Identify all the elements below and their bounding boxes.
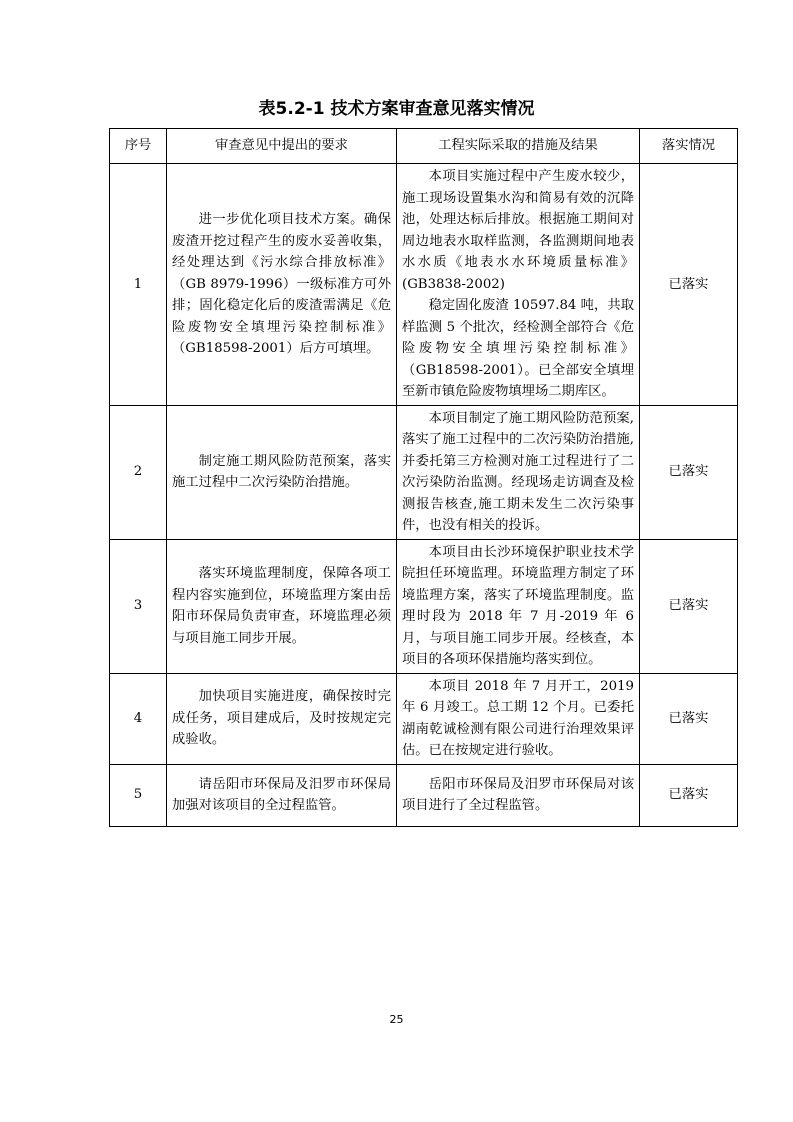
row-status: 已落实 bbox=[640, 764, 738, 826]
row-no: 4 bbox=[110, 673, 167, 764]
requirement-text: 落实环境监理制度，保障各项工程内容实施到位，环境监理方案由岳阳市环保局负责审查，环境监理必须与项目施工同步开展。 bbox=[172, 566, 391, 646]
table-title: 表5.2-1 技术方案审查意见落实情况 bbox=[258, 99, 535, 119]
requirement-text: 制定施工期风险防范预案，落实施工过程中二次污染防治措施。 bbox=[172, 453, 391, 490]
header-no: 序号 bbox=[110, 129, 167, 164]
table-row bbox=[110, 164, 738, 406]
requirement-text: 请岳阳市环保局及汨罗市环保局加强对该项目的全过程监管。 bbox=[172, 776, 391, 813]
row-status: 已落实 bbox=[640, 673, 738, 764]
row-requirement bbox=[167, 673, 397, 764]
table-row bbox=[110, 405, 738, 539]
row-no: 3 bbox=[110, 539, 167, 673]
row-status: 已落实 bbox=[640, 164, 738, 406]
requirement-text: 进一步优化项目技术方案。确保废渣开挖过程产生的废水妥善收集，经处理达到《污水综合排放标准》（GB 8979-1996）一级标准方可外排；固化稳定化后的废渣需满足《危险废物安全填埋污染控制标准》（GB18598-2001）后方可填埋。 bbox=[172, 212, 391, 356]
measures-paragraph: 本项目 2018 年 7 月开工，2019 年 6 月竣工。总工期 12 个月。已委托湖南乾诚检测有限公司进行治理效果评估。已在按规定进行验收。 bbox=[402, 678, 634, 758]
table-header-row bbox=[110, 129, 738, 164]
measures-paragraph: 本项目实施过程中产生废水较少，施工现场设置集水沟和简易有效的沉降池，处理达标后排放。根据施工期间对周边地表水取样监测，各监测期间地表水水质《地表水水环境质量标准》(GB3838-2002) bbox=[402, 169, 634, 292]
row-no: 5 bbox=[110, 764, 167, 826]
header-status: 落实情况 bbox=[640, 129, 738, 164]
row-status: 已落实 bbox=[640, 539, 738, 673]
measures-paragraph: 本项目由长沙环境保护职业技术学院担任环境监理。环境监理方制定了环境监理方案，落实了环境监理制度。监理时段为 2018 年 7 月-2019 年 6 月，与项目施工同步开展。经核查，本项目的各项环保措施均落实到位。 bbox=[402, 544, 634, 667]
row-measures bbox=[397, 539, 640, 673]
measures-paragraph: 本项目制定了施工期风险防范预案,落实了施工过程中的二次污染防治措施,并委托第三方检测对施工过程进行了二次污染防治监测。经现场走访调查及检测报告核查,施工期未发生二次污染事件，也没有相关的投诉。 bbox=[402, 410, 634, 533]
header-measures: 工程实际采取的措施及结果 bbox=[397, 129, 640, 164]
row-requirement bbox=[167, 164, 397, 406]
row-no: 2 bbox=[110, 405, 167, 539]
row-measures bbox=[397, 164, 640, 406]
header-requirement: 审查意见中提出的要求 bbox=[167, 129, 397, 164]
row-status: 已落实 bbox=[640, 405, 738, 539]
measures-paragraph: 稳定固化废渣 10597.84 吨，共取样监测 5 个批次，经检测全部符合《危险废物安全填埋污染控制标准》（GB18598-2001）。已全部安全填埋至新市镇危险废物填埋场二期库区。 bbox=[402, 298, 634, 399]
review-opinions-table bbox=[109, 128, 738, 827]
row-measures bbox=[397, 673, 640, 764]
row-no: 1 bbox=[110, 164, 167, 406]
row-requirement bbox=[167, 405, 397, 539]
table-row bbox=[110, 764, 738, 826]
page-number: 25 bbox=[389, 1013, 404, 1026]
row-measures bbox=[397, 405, 640, 539]
row-requirement bbox=[167, 764, 397, 826]
requirement-text: 加快项目实施进度，确保按时完成任务，项目建成后，及时按规定完成验收。 bbox=[172, 689, 391, 748]
row-requirement bbox=[167, 539, 397, 673]
table-row bbox=[110, 673, 738, 764]
table-row bbox=[110, 539, 738, 673]
measures-paragraph: 岳阳市环保局及汨罗市环保局对该项目进行了全过程监管。 bbox=[402, 776, 634, 813]
row-measures bbox=[397, 764, 640, 826]
